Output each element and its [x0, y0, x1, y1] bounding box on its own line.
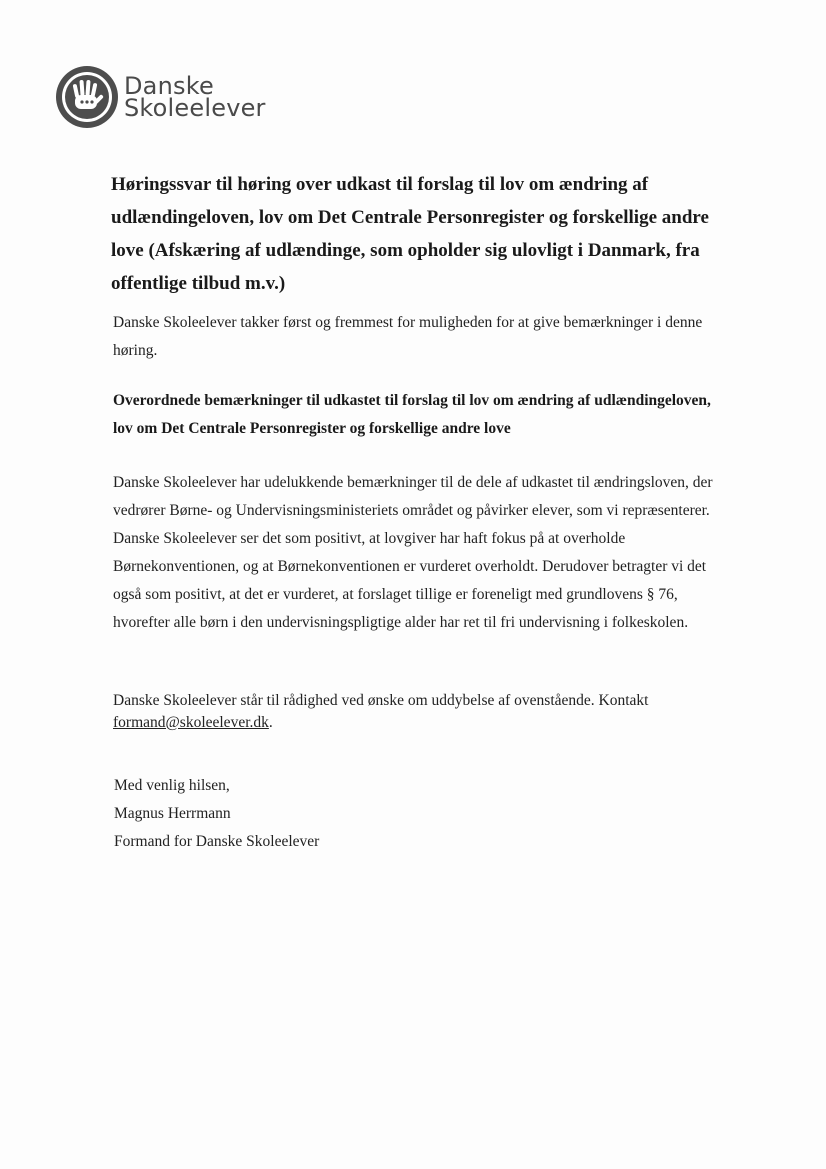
- contact-paragraph: [113, 690, 713, 734]
- logo-text: [124, 72, 266, 122]
- email-link[interactable]: formand@skoleelever.dk: [113, 714, 269, 731]
- document-title: Høringssvar til høring over udkast til forslag til lov om ændring af udlændingeloven, lov om Det Centrale Personregister og forskellige andre love (Afskæring af udlændinge, som opholder sig ulovligt i Danmark, fra offentlige tilbud m.v.): [111, 174, 709, 294]
- hand-logo-icon: [54, 64, 120, 130]
- intro-paragraph: Danske Skoleelever takker først og fremmest for muligheden for at give bemærkninger i denne høring.: [113, 314, 703, 359]
- closing-greeting: Med venlig hilsen,: [114, 777, 230, 794]
- signer-name: Magnus Herrmann: [114, 805, 231, 822]
- contact-end: .: [268, 714, 273, 731]
- contact-text: Danske Skoleelever står til rådighed ved ønske om uddybelse af ovenstående. Kontakt: [113, 692, 649, 709]
- logo-line-2: Skoleelever: [124, 94, 266, 122]
- signer-role: Formand for Danske Skoleelever: [114, 833, 320, 850]
- signature-block: [114, 772, 319, 856]
- logo-line-1: Danske: [124, 72, 214, 100]
- logo: [54, 64, 266, 130]
- section-heading: Overordnede bemærkninger til udkastet til forslag til lov om ændring af udlændingeloven, lov om Det Centrale Personregister og forskellige andre love: [113, 392, 711, 437]
- body-paragraph: Danske Skoleelever har udelukkende bemærkninger til de dele af udkastet til ændringsloven, der vedrører Børne- og Undervisningsministeriets området og påvirker elever, som vi repræsenterer. Danske Skoleelever ser det som positivt, at lovgiver har haft fokus på at overholde Børnekonventionen, og at Børnekonventionen er vurderet overholdt. Derudover betragter vi det også som positivt, at det er vurderet, at forslaget tillige er foreneligt med grundlovens § 76, hvorefter alle børn i den undervisningspligtige alder har ret til fri undervisning i folkeskolen.: [113, 474, 713, 631]
